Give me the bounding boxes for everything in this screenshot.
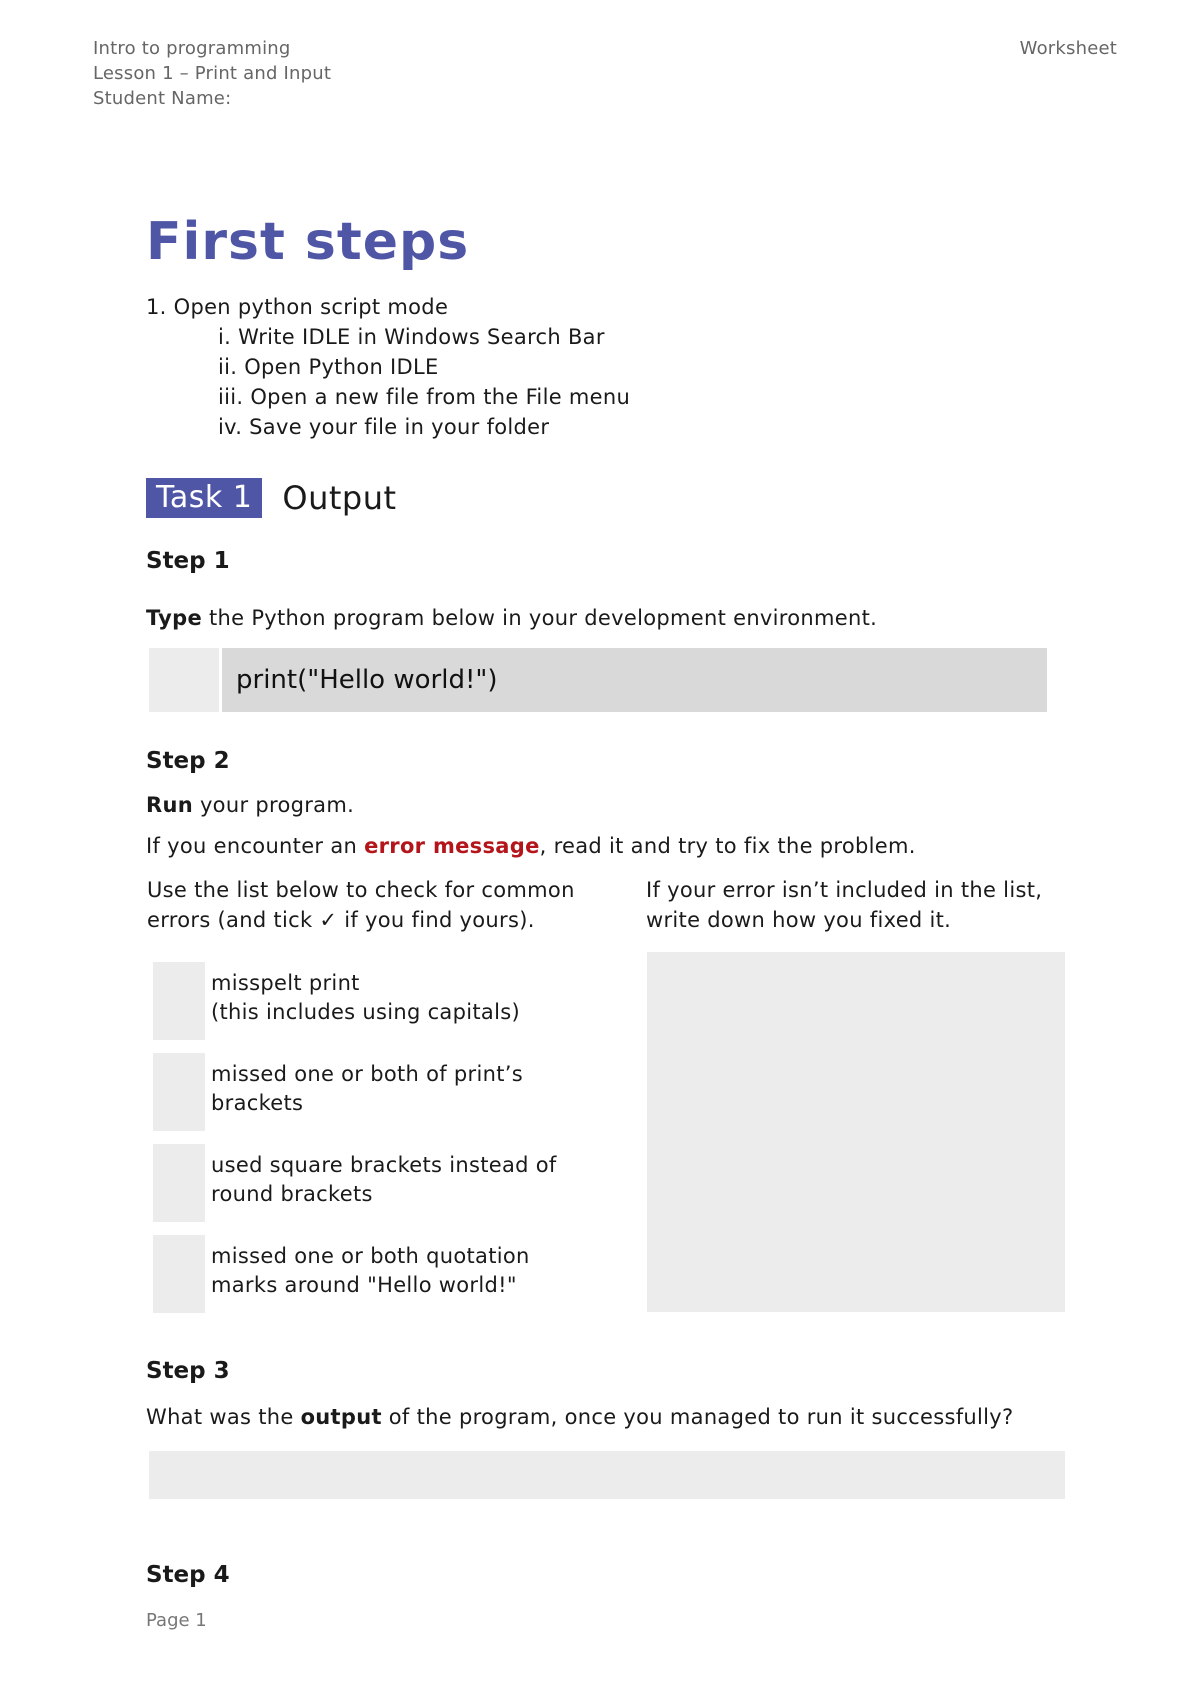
checklist-item-line: brackets	[211, 1091, 304, 1115]
code-text: print("Hello world!")	[236, 665, 498, 695]
step-4-heading: Step 4	[146, 1562, 230, 1588]
list-item: iii. Open a new file from the File menu	[218, 385, 631, 409]
instruction-text: the Python program below in your development environment.	[202, 606, 878, 630]
page-header	[93, 36, 1117, 111]
instruction-verb: Type	[146, 606, 202, 630]
fix-note-intro	[646, 875, 1042, 935]
fix-note-intro-line: If your error isn’t included in the list,	[646, 878, 1043, 902]
step-2-error-instruction	[146, 834, 916, 858]
output-answer-box[interactable]	[149, 1451, 1065, 1499]
step-2-heading: Step 2	[146, 748, 230, 774]
checklist-item-line: missed one or both of print’s	[211, 1062, 523, 1086]
checklist-item-line: (this includes using capitals)	[211, 1000, 520, 1024]
task-badge: Task 1	[146, 478, 262, 518]
checklist-item-line: used square brackets instead of	[211, 1153, 557, 1177]
checklist-item-text	[211, 1060, 523, 1118]
page-number: Page 1	[146, 1610, 207, 1631]
checklist-item-line: misspelt print	[211, 971, 360, 995]
checklist-item-text	[211, 1151, 557, 1209]
fix-note-intro-line: write down how you fixed it.	[646, 908, 952, 932]
checklist-intro	[147, 875, 575, 935]
intro-steps-list	[146, 292, 630, 442]
tick-box[interactable]	[153, 962, 205, 1040]
checklist-item-line: missed one or both quotation	[211, 1244, 530, 1268]
checklist-item	[153, 1235, 593, 1313]
doc-type-label: Worksheet	[1019, 38, 1117, 59]
list-item: i. Write IDLE in Windows Search Bar	[218, 325, 605, 349]
list-item: iv. Save your file in your folder	[218, 415, 550, 439]
step-3-heading: Step 3	[146, 1358, 230, 1384]
task-title: Output	[282, 479, 397, 517]
list-item: ii. Open Python IDLE	[218, 355, 439, 379]
checklist-intro-line: errors (and tick ✓ if you find yours).	[147, 908, 535, 932]
step-2-run-instruction	[146, 793, 354, 817]
tick-box[interactable]	[153, 1235, 205, 1313]
question-text-post: of the program, once you managed to run it successfully?	[381, 1405, 1014, 1429]
course-name: Intro to programming	[93, 38, 291, 59]
tick-box[interactable]	[153, 1144, 205, 1222]
task-heading	[146, 478, 397, 518]
step-1-instruction	[146, 606, 877, 630]
error-text-pre: If you encounter an	[146, 834, 365, 858]
checklist-item-line: marks around "Hello world!"	[211, 1273, 517, 1297]
step-1-heading: Step 1	[146, 548, 230, 574]
checklist-item-text	[211, 969, 520, 1027]
code-line-gutter	[149, 648, 219, 712]
tick-box[interactable]	[153, 1053, 205, 1131]
checklist-item-line: round brackets	[211, 1182, 373, 1206]
page-title: First steps	[146, 212, 470, 272]
checklist-item	[153, 962, 593, 1040]
checklist-item	[153, 1144, 593, 1222]
output-emphasis: output	[300, 1405, 382, 1429]
code-block	[222, 648, 1047, 712]
lesson-name: Lesson 1 – Print and Input	[93, 63, 332, 84]
checklist-item-text	[211, 1242, 530, 1300]
run-text: your program.	[192, 793, 355, 817]
error-text-post: , read it and try to fix the problem.	[539, 834, 916, 858]
checklist-item	[153, 1053, 593, 1131]
error-message-emphasis: error message	[364, 834, 540, 858]
checklist-intro-line: Use the list below to check for common	[147, 878, 575, 902]
list-item: 1. Open python script mode	[146, 295, 449, 319]
run-verb: Run	[146, 793, 193, 817]
question-text-pre: What was the	[146, 1405, 301, 1429]
step-3-question	[146, 1405, 1013, 1429]
student-name-label: Student Name:	[93, 88, 232, 109]
fix-answer-box[interactable]	[647, 952, 1065, 1312]
